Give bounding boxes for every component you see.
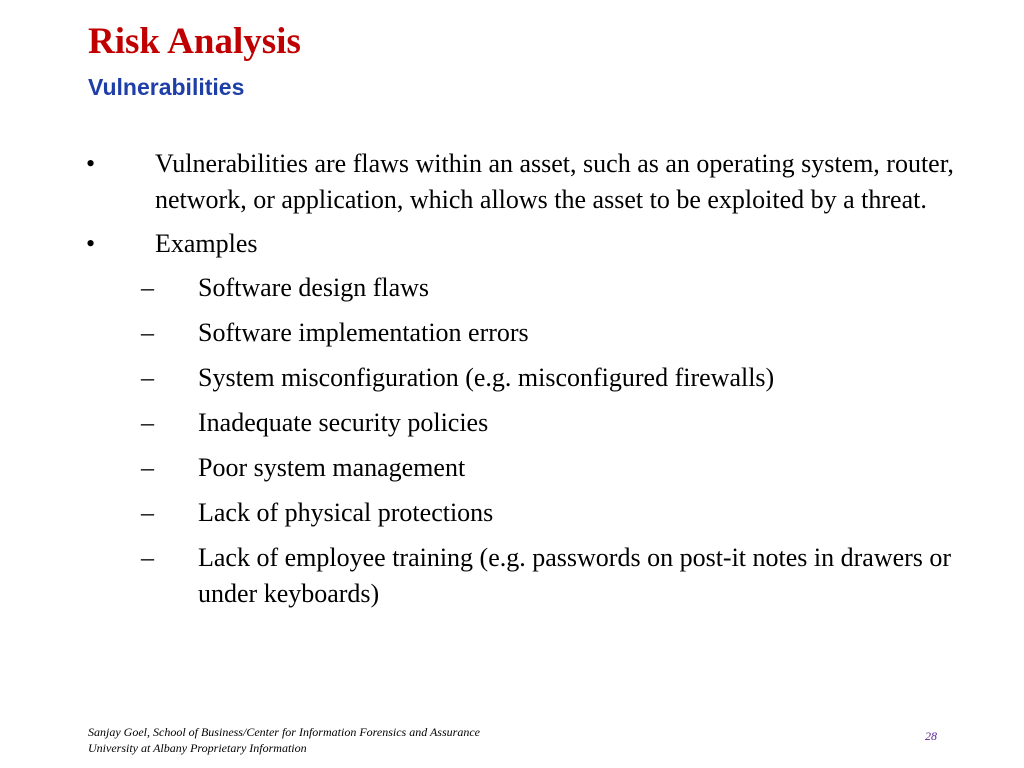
- sub-bullet-text: Poor system management: [198, 453, 466, 482]
- sub-bullet-text: Lack of employee training (e.g. passwords on post-it notes in drawers or under keyboards): [198, 543, 952, 608]
- slide-footer: [88, 724, 480, 756]
- dash-marker: –: [141, 408, 154, 437]
- sub-bullet-item: [86, 270, 966, 306]
- sub-bullet-text: System misconfiguration (e.g. misconfigured firewalls): [198, 363, 775, 392]
- footer-line-2: University at Albany Proprietary Information: [88, 741, 307, 755]
- bullet-text: Vulnerabilities are flaws within an asset, such as an operating system, router, network, or application, which allows the asset to be exploited by a threat.: [155, 149, 954, 214]
- bullet-text: Examples: [155, 229, 258, 258]
- dash-marker: –: [141, 318, 154, 347]
- sub-bullet-item: [86, 360, 966, 396]
- slide-content: [86, 146, 966, 621]
- sub-bullet-item: [86, 540, 966, 612]
- sub-bullet-item: [86, 450, 966, 486]
- dash-marker: –: [141, 453, 154, 482]
- footer-line-1: Sanjay Goel, School of Business/Center for Information Forensics and Assurance: [88, 725, 480, 739]
- dash-marker: –: [141, 498, 154, 527]
- sub-bullet-item: [86, 315, 966, 351]
- sub-bullet-text: Software design flaws: [198, 273, 430, 302]
- sub-bullet-item: [86, 495, 966, 531]
- slide-title: Risk Analysis: [88, 21, 301, 62]
- bullet-marker: •: [86, 229, 96, 258]
- sub-bullet-text: Software implementation errors: [198, 318, 529, 347]
- sub-bullet-text: Lack of physical protections: [198, 498, 494, 527]
- bullet-item: [86, 226, 966, 262]
- dash-marker: –: [141, 273, 154, 302]
- sub-bullet-text: Inadequate security policies: [198, 408, 489, 437]
- dash-marker: –: [141, 363, 154, 392]
- dash-marker: –: [141, 543, 154, 572]
- page-number: 28: [925, 729, 937, 743]
- sub-bullet-item: [86, 405, 966, 441]
- bullet-marker: •: [86, 149, 96, 178]
- bullet-item: [86, 146, 966, 218]
- slide-subtitle: Vulnerabilities: [88, 74, 245, 100]
